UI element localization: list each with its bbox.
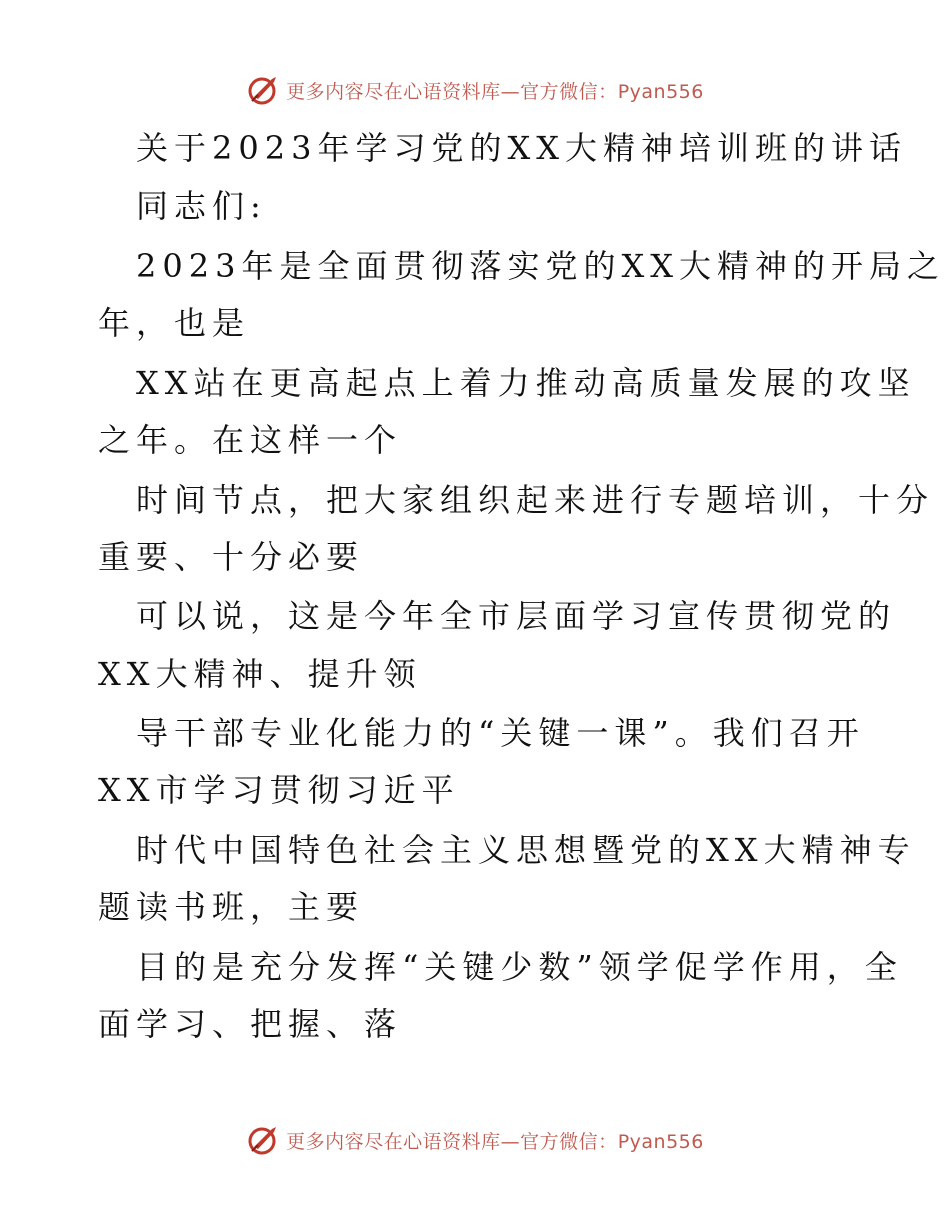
banner-site-text: 更多内容尽在心语资料库: [286, 80, 501, 103]
paragraph-line: 之年。在这样一个: [98, 421, 403, 459]
banner-separator: —: [500, 80, 521, 103]
paragraph-line: 时代中国特色社会主义思想暨党的XX大精神专: [136, 831, 916, 869]
banner-text: [286, 1127, 704, 1154]
paragraph-line: 可以说，这是今年全市层面学习宣传贯彻党的: [136, 597, 897, 635]
footer-banner: [0, 1120, 950, 1160]
banner-wechat-label: 官方微信：: [520, 80, 618, 103]
paragraph-line: 导干部专业化能力的“关键一课”。我们召开: [136, 714, 865, 752]
paragraph-line: XX站在更高起点上着力推动高质量发展的攻坚: [136, 364, 916, 402]
banner-text: [286, 77, 704, 104]
paragraph-line: 重要、十分必要: [98, 538, 365, 576]
paragraph-line: XX大精神、提升领: [98, 655, 422, 693]
document-title: 关于2023年学习党的XX大精神培训班的讲话: [136, 129, 908, 167]
banner-wechat-id: Pyan556: [617, 1130, 704, 1153]
banner-wechat-label: 官方微信：: [520, 1130, 618, 1153]
banner-separator: —: [500, 1130, 521, 1153]
banner-site-text: 更多内容尽在心语资料库: [286, 1130, 501, 1153]
header-banner: [0, 70, 950, 110]
paragraph-line: 题读书班，主要: [98, 888, 365, 926]
banner-wechat-id: Pyan556: [617, 80, 704, 103]
document-salutation: 同志们:: [136, 187, 267, 225]
paragraph-line: 时间节点，把大家组织起来进行专题培训，十分: [136, 481, 935, 519]
paragraph-line: 目的是充分发挥“关键少数”领学促学作用，全: [136, 948, 903, 986]
quill-logo-icon: [246, 1123, 280, 1157]
paragraph-line: 2023年是全面贯彻落实党的XX大精神的开局之: [136, 247, 946, 285]
quill-logo-icon: [246, 73, 280, 107]
paragraph-line: XX市学习贯彻习近平: [98, 771, 460, 809]
paragraph-line: 面学习、把握、落: [98, 1005, 403, 1043]
paragraph-line: 年，也是: [98, 304, 251, 342]
